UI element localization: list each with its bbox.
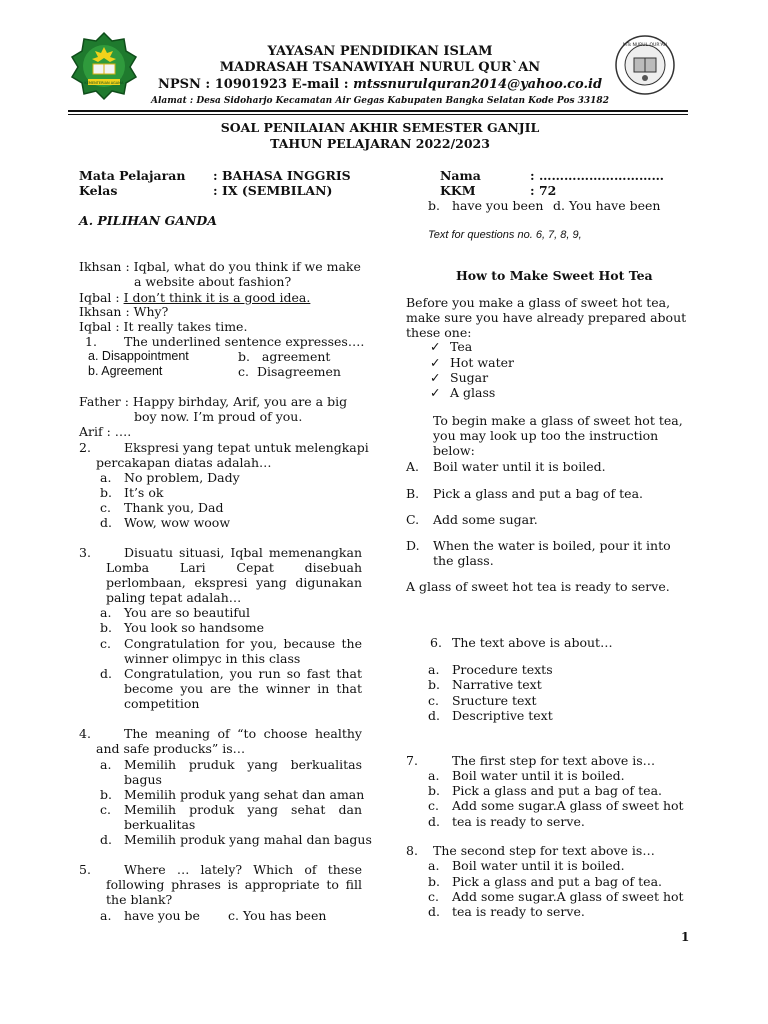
q5-option-a[interactable] [100,908,200,923]
q7-number: 7. [406,753,418,768]
ministry-emblem-icon [68,31,140,101]
option-text: have you been [452,198,544,213]
q7-stem: The first step for text above is… [452,753,656,768]
q8-option-a[interactable] [428,858,625,873]
option-text: Memilih produk yang sehat dan aman [124,787,365,802]
ingredient-text: A glass [450,385,496,400]
kkm-label: KKM [440,183,476,198]
page-number: 1 [681,930,690,944]
text-paragraph-1: Before you make a glass of sweet hot tea, make sure you have already prepared about these one: [406,295,687,340]
q2-stem: Ekspresi yang tepat untuk melengkapi [124,440,369,455]
name-label: Nama [440,168,481,183]
option-text: Descriptive text [452,708,553,723]
option-letter: c. [428,889,439,904]
name-field[interactable]: : ………………………… [530,168,664,183]
text-ending: A glass of sweet hot tea is ready to serve. [406,579,670,594]
option-text: Memilih produk yang mahal dan bagus [124,832,372,847]
q2-option-a[interactable] [100,470,240,485]
header-email: mtssnurulquran2014@yahoo.co.id [353,77,603,92]
q6-option-b[interactable] [428,677,542,692]
option-letter: b. [428,874,440,889]
q1-option-a[interactable] [88,349,189,364]
q8-option-c[interactable] [428,889,684,904]
q5-option-b[interactable] [428,198,543,213]
step-letter: D. [406,538,420,553]
option-text: agreement [261,349,331,364]
q5-option-c[interactable]: c. You has been [228,908,327,923]
q3-option-a[interactable] [100,605,250,620]
option-text: Add some sugar.A glass of sweet hot [452,889,684,904]
option-text: Add some sugar.A glass of sweet hot [452,798,684,813]
step-a [406,459,606,474]
text-title: How to Make Sweet Hot Tea [456,268,653,283]
q4-option-b[interactable] [100,787,364,802]
option-text: Agreement [101,364,163,378]
q1-dialog-2 [79,290,310,305]
option-letter: d. [100,666,112,681]
q2-option-d[interactable] [100,515,230,530]
check-icon: ✓ [430,339,441,354]
q1-dialog-4: Iqbal : It really takes time. [79,319,248,334]
option-text: Pick a glass and put a bag of tea. [452,874,662,889]
q1-option-b2[interactable] [88,364,162,379]
text-paragraph-2: To begin make a glass of sweet hot tea, you may look up too the instruction below: [433,413,683,458]
q2-dialog-1: Father : Happy birhday, Arif, you are a big [79,394,348,409]
option-text: Memilih produk yang sehat dan berkualitas [124,802,362,832]
option-text: Pick a glass and put a bag of tea. [452,783,662,798]
q4-number: 4. [79,726,91,741]
header-rule [68,110,688,115]
q3-stem: Disuatu situasi, Iqbal memenangkan Lomba Lari Cepat disebuah perlombaan, ekspresi yang digunakan paling tepat adalah… [106,545,362,605]
kkm-value: : 72 [530,183,557,198]
option-letter: b. [238,349,250,364]
option-letter: a. [100,908,112,923]
step-text: Boil water until it is boiled. [433,459,606,474]
option-letter: c. [428,693,439,708]
option-letter: c. [100,500,111,515]
option-letter: c. [238,364,249,379]
option-letter: a. [428,858,440,873]
q1-underlined-sentence: I don’t think it is a good idea. [123,290,311,305]
option-text: Boil water until it is boiled. [452,858,625,873]
option-text: It’s ok [124,485,164,500]
ingredient-3 [430,370,488,385]
option-text: Memilih pruduk yang berkualitas bagus [124,757,362,787]
check-icon: ✓ [430,355,441,370]
step-text: Add some sugar. [433,512,538,527]
ingredient-text: Tea [450,339,473,354]
right-logo [614,34,676,96]
q1-dialog-1b: a website about fashion? [134,274,292,289]
check-icon: ✓ [430,370,441,385]
option-letter: c. [100,802,111,817]
ingredient-text: Hot water [450,355,514,370]
text-intro: Text for questions no. 6, 7, 8, 9, [428,229,582,241]
q8-number: 8. [406,843,418,858]
q1-speaker: Iqbal : [79,290,124,305]
option-text: No problem, Dady [124,470,240,485]
step-c [406,512,538,527]
q1-option-b[interactable] [238,349,330,364]
q2-option-c[interactable] [100,500,224,515]
option-letter: d. [100,515,112,530]
q2-stem-2: percakapan diatas adalah… [96,455,272,470]
header-address: Alamat : Desa Sidoharjo Kecamatan Air Gegas Kabupaten Bangka Selatan Kode Pos 33182 [151,96,609,106]
class-value: : IX (SEMBILAN) [213,183,333,198]
option-letter: b. [100,620,112,635]
option-text: Disappointment [101,349,189,363]
q8-stem: The second step for text above is… [433,843,655,858]
section-heading: A. PILIHAN GANDA [79,213,217,228]
exam-title: SOAL PENILAIAN AKHIR SEMESTER GANJIL [220,120,540,135]
step-letter: B. [406,486,420,501]
option-text: Procedure texts [452,662,553,677]
step-text: Pick a glass and put a bag of tea. [433,486,643,501]
q4-stem: The meaning of “to choose healthy and safe producks” is… [96,726,362,756]
q2-number: 2. [79,440,91,455]
step-b [406,486,643,501]
option-letter: d. [428,708,440,723]
option-text: Boil water until it is boiled. [452,768,625,783]
step-letter: C. [406,512,420,527]
option-letter: d. [100,832,112,847]
option-letter: b. [100,485,112,500]
header-foundation: YAYASAN PENDIDIKAN ISLAM [267,44,493,59]
step-letter: A. [406,459,420,474]
option-letter: c. [100,636,111,651]
ingredient-text: Sugar [450,370,489,385]
q3-option-b[interactable] [100,620,264,635]
q1-stem: The underlined sentence expresses…. [124,334,365,349]
option-letter: a. [100,470,112,485]
ingredient-4 [430,385,495,400]
option-text: Sructure text [452,693,537,708]
class-label: Kelas [79,183,118,198]
q7-option-d[interactable] [428,814,585,829]
option-text: Thank you, Dad [124,500,224,515]
header-school: MADRASAH TSANAWIYAH NURUL QUR`AN [219,60,541,75]
q4-option-d[interactable] [100,832,372,847]
option-text: You are so beautiful [124,605,251,620]
q2-dialog-2: Arif : …. [79,424,132,439]
ingredient-1 [430,339,472,354]
option-text: tea is ready to serve. [452,814,585,829]
q6-option-d[interactable] [428,708,553,723]
q6-number: 6. [430,635,442,650]
q7-option-b[interactable] [428,783,662,798]
q6-option-a[interactable] [428,662,553,677]
q2-option-b[interactable] [100,485,163,500]
option-letter: c. [428,798,439,813]
check-icon: ✓ [430,385,441,400]
q1-dialog-3: Ikhsan : Why? [79,304,169,319]
option-letter: d. [428,814,440,829]
left-logo [68,31,140,101]
option-letter: a. [88,349,99,363]
option-letter: a. [428,768,440,783]
option-letter: b. [428,783,440,798]
q6-stem: The text above is about… [452,635,613,650]
header-contact [150,77,610,92]
option-text: Narrative text [452,677,542,692]
q1-number: 1. [85,334,97,349]
exam-year: TAHUN PELAJARAN 2022/2023 [270,136,490,151]
q6-option-c[interactable] [428,693,537,708]
q1-option-c[interactable] [238,364,341,379]
option-text: Congratulation for you, because the winner olimpyc in this class [124,636,362,666]
option-letter: b. [88,364,99,378]
option-text: Wow, wow woow [124,515,231,530]
subject-value: : BAHASA INGGRIS [213,168,351,183]
option-text: Disagreemen [256,364,341,379]
q2-dialog-1b: boy now. I’m proud of you. [134,409,303,424]
q5-number: 5. [79,862,91,877]
ingredient-2 [430,355,514,370]
option-text: have you be [124,908,200,923]
q8-option-b[interactable] [428,874,662,889]
option-letter: b. [100,787,112,802]
option-letter: a. [100,605,112,620]
q1-dialog-1: Ikhsan : Iqbal, what do you think if we make [79,259,361,274]
left-logo-text: KEMENTERIAN AGAMA [84,81,124,85]
right-logo-text: MTs NURUL QUR'AN [622,43,668,48]
option-text: Congratulation, you run so fast that become you are the winner in that competition [124,666,362,711]
header-npsn: NPSN : 10901923 E-mail : [157,77,354,92]
option-letter: b. [428,677,440,692]
subject-label: Mata Pelajaran [79,168,186,183]
option-text: You look so handsome [124,620,264,635]
option-letter: a. [100,757,112,772]
option-text: tea is ready to serve. [452,904,585,919]
option-letter: a. [428,662,440,677]
option-letter: b. [428,198,440,213]
q5-stem: Where … lately? Which of these following phrases is appropriate to fill the blank? [106,862,362,907]
option-letter: d. [428,904,440,919]
q5-option-d[interactable]: d. You have been [553,198,661,213]
step-text: When the water is boiled, pour it into the glass. [433,538,671,568]
q7-option-a[interactable] [428,768,625,783]
q3-number: 3. [79,545,91,560]
q8-option-d[interactable] [428,904,585,919]
school-emblem-icon [614,34,676,96]
q7-option-c[interactable] [428,798,684,813]
